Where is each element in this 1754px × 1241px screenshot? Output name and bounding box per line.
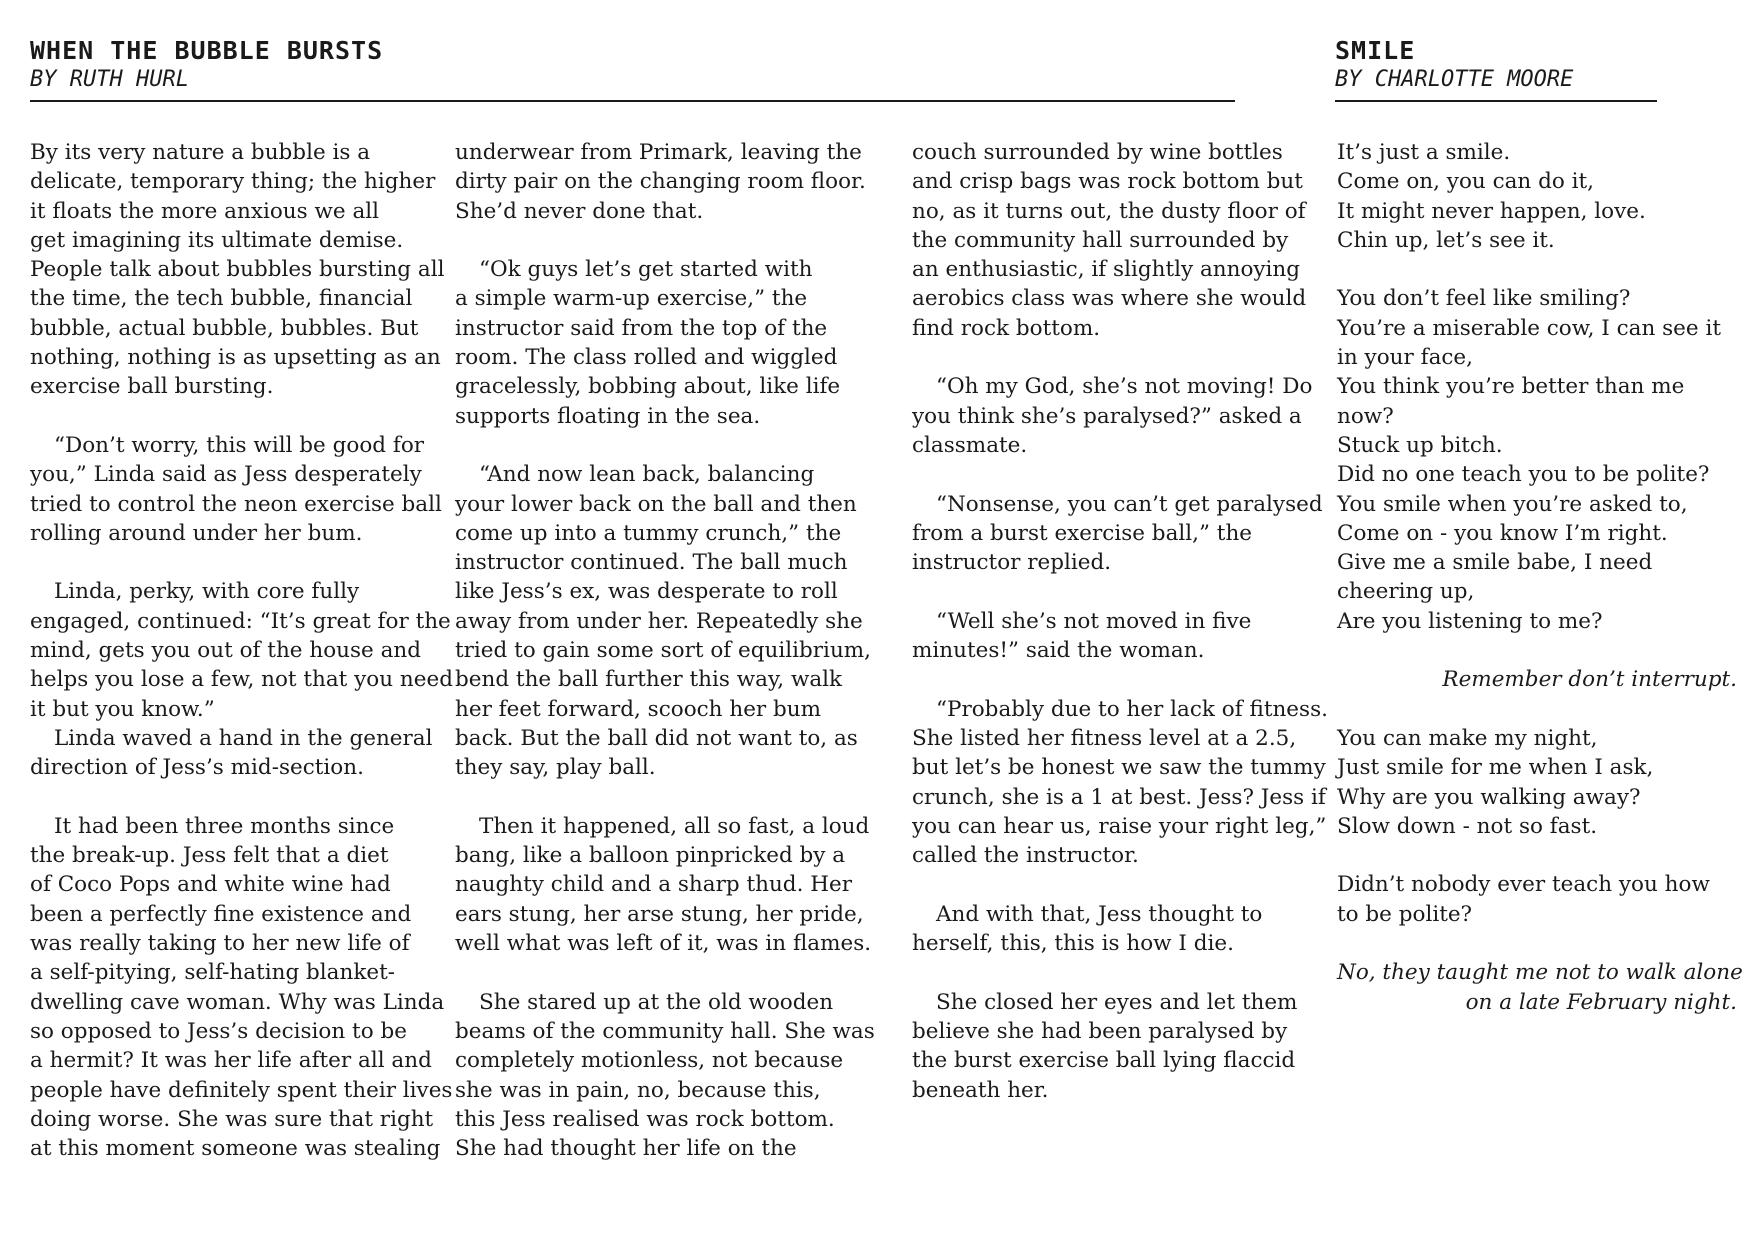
story-text-line: believe she had been paralysed by <box>912 1018 1288 1044</box>
story-text-line: beneath her. <box>912 1077 1049 1103</box>
story-text-line: of Coco Pops and white wine had <box>30 872 391 898</box>
story-text-line: engaged, continued: “It’s great for the <box>30 608 451 634</box>
poem-line: Didn’t nobody ever teach you how <box>1337 872 1710 898</box>
story-text-line: dwelling cave woman. Why was Linda <box>30 989 445 1015</box>
story-text-line: it but you know.” <box>30 696 215 722</box>
story-byline: BY RUTH HURL <box>30 67 189 92</box>
stanza-gap <box>912 870 1302 899</box>
story-text-line: “Probably due to her lack of fitness. <box>936 696 1328 722</box>
poem-line: You can make my night, <box>1337 725 1598 751</box>
story-text-line: helps you lose a few, not that you need <box>30 667 453 693</box>
stanza-gap <box>30 548 430 577</box>
story-text-line: She stared up at the old wooden <box>479 989 834 1015</box>
story-column-1 <box>30 138 453 1163</box>
story-text-line: the burst exercise ball lying flaccid <box>912 1048 1296 1074</box>
story-text-line: Then it happened, all so fast, a loud <box>479 813 870 839</box>
stanza-gap <box>912 343 1302 372</box>
story-text-line: beams of the community hall. She was <box>455 1018 875 1044</box>
story-text-line: She closed her eyes and let them <box>936 989 1298 1015</box>
story-text-line: direction of Jess’s mid-section. <box>30 755 364 781</box>
story-text-line: room. The class rolled and wiggled <box>455 345 838 371</box>
story-text-line: they say, play ball. <box>455 755 656 781</box>
story-text-line: and crisp bags was rock bottom but <box>912 169 1303 195</box>
story-text-line: dirty pair on the changing room floor. <box>455 169 866 195</box>
stanza-gap <box>455 958 865 987</box>
poem-title: SMILE <box>1335 36 1416 65</box>
stanza-gap <box>30 402 430 431</box>
story-text-line: herself, this, this is how I die. <box>912 931 1234 957</box>
story-text-line: was really taking to her new life of <box>30 931 410 957</box>
story-text-line: Linda, perky, with core fully <box>54 579 360 605</box>
story-text-line: “Well she’s not moved in five <box>936 608 1252 634</box>
story-text-line: classmate. <box>912 432 1028 458</box>
stanza-gap <box>455 783 865 812</box>
story-text-line: the break-up. Jess felt that a diet <box>30 843 389 869</box>
poem-line: You’re a miserable cow, I can see it <box>1337 315 1721 341</box>
story-header-rule <box>30 100 1235 102</box>
stanza-gap <box>912 665 1302 694</box>
story-text-line: “Don’t worry, this will be good for <box>54 432 425 458</box>
stanza-gap <box>1337 255 1737 284</box>
story-text-line: supports floating in the sea. <box>455 403 761 429</box>
story-text-line: a simple warm-up exercise,” the <box>455 286 808 312</box>
story-text-line: gracelessly, bobbing about, like life <box>455 374 841 400</box>
poem-line: Give me a smile babe, I need <box>1337 550 1653 576</box>
story-text-line: this Jess realised was rock bottom. <box>455 1106 835 1132</box>
story-text-line: people have definitely spent their lives <box>30 1077 453 1103</box>
poem-line: to be polite? <box>1337 901 1473 927</box>
story-text-line: tried to control the neon exercise ball <box>30 491 442 517</box>
poem-header-rule <box>1335 100 1657 102</box>
poem-byline: BY CHARLOTTE MOORE <box>1335 67 1574 92</box>
poem-line: It’s just a smile. <box>1337 140 1511 165</box>
story-text-line: aerobics class was where she would <box>912 286 1307 312</box>
poem-line: It might never happen, love. <box>1337 198 1646 224</box>
story-text-line: It had been three months since <box>54 813 395 839</box>
story-text-line: She had thought her life on the <box>455 1136 797 1162</box>
story-text-line: Linda waved a hand in the general <box>54 725 433 751</box>
story-text-line: underwear from Primark, leaving the <box>455 140 862 165</box>
story-text-line: your lower back on the ball and then <box>455 491 857 517</box>
story-text-line: completely motionless, not because <box>455 1048 844 1074</box>
story-text-line: couch surrounded by wine bottles <box>912 140 1283 165</box>
stanza-gap <box>455 431 865 460</box>
story-text-line: bend the ball further this way, walk <box>455 667 843 693</box>
story-text-line: “Ok guys let’s get started with <box>479 257 813 283</box>
story-column-3 <box>912 138 1328 1105</box>
poem-line: Why are you walking away? <box>1337 784 1641 810</box>
story-text-line: but let’s be honest we saw the tummy <box>912 755 1326 781</box>
poem-line: You smile when you’re asked to, <box>1337 491 1688 517</box>
story-text-line: minutes!” said the woman. <box>912 638 1205 664</box>
story-text-line: the community hall surrounded by <box>912 227 1289 253</box>
poem-line: Come on, you can do it, <box>1337 169 1595 195</box>
stanza-gap <box>1337 636 1737 665</box>
story-text-line: get imagining its ultimate demise. <box>30 227 404 253</box>
poem-column <box>1337 138 1743 1017</box>
story-text-line: And with that, Jess thought to <box>936 901 1263 927</box>
story-text-line: you think she’s paralysed?” asked a <box>912 403 1302 429</box>
story-text-line: from a burst exercise ball,” the <box>912 520 1253 546</box>
story-text-line: you can hear us, raise your right leg,” <box>912 813 1327 839</box>
story-text-line: By its very nature a bubble is a <box>30 140 371 165</box>
poem-line: Just smile for me when I ask, <box>1337 755 1654 781</box>
stanza-gap <box>30 783 430 812</box>
poem-line: Did no one teach you to be polite? <box>1337 462 1710 488</box>
story-column-2 <box>455 138 875 1163</box>
story-text-line: a self-pitying, self-hating blanket- <box>30 960 395 986</box>
story-text-line: bubble, actual bubble, bubbles. But <box>30 315 419 341</box>
story-text-line: exercise ball bursting. <box>30 374 274 400</box>
poem-line: You think you’re better than me <box>1337 374 1685 400</box>
story-text-line: “And now lean back, balancing <box>479 462 815 488</box>
story-text-line: her feet forward, scooch her bum <box>455 696 822 722</box>
story-text-line: well what was left of it, was in flames. <box>455 931 872 957</box>
story-text-line: so opposed to Jess’s decision to be <box>30 1018 407 1044</box>
story-title: WHEN THE BUBBLE BURSTS <box>30 36 384 65</box>
story-text-line: been a perfectly fine existence and <box>30 901 412 927</box>
story-text-line: naughty child and a sharp thud. Her <box>455 872 852 898</box>
stanza-gap <box>1337 929 1737 958</box>
story-text-line: She’d never done that. <box>455 198 704 224</box>
story-text-line: bang, like a balloon pinpricked by a <box>455 843 846 869</box>
story-text-line: like Jess’s ex, was desperate to roll <box>455 579 838 605</box>
stanza-gap <box>912 577 1302 606</box>
story-text-line: she was in pain, no, because this, <box>455 1077 821 1103</box>
poem-header <box>1335 36 1657 102</box>
story-text-line: instructor continued. The ball much <box>455 550 848 576</box>
stanza-gap <box>1337 695 1737 724</box>
story-text-line: “Oh my God, she’s not moving! Do <box>936 374 1313 400</box>
story-text-line: nothing, nothing is as upsetting as an <box>30 345 441 371</box>
story-text-line: doing worse. She was sure that right <box>30 1106 434 1132</box>
poem-line: No, they taught me not to walk alone <box>1337 960 1743 986</box>
story-text-line: tried to gain some sort of equilibrium, <box>455 638 872 664</box>
stanza-gap <box>1337 841 1737 870</box>
story-text-line: a hermit? It was her life after all and <box>30 1048 432 1074</box>
story-header <box>30 36 1235 102</box>
poem-line: Come on - you know I’m right. <box>1337 520 1668 546</box>
story-text-line: you,” Linda said as Jess desperately <box>30 462 422 488</box>
poem-line: Stuck up bitch. <box>1337 432 1503 458</box>
stanza-gap <box>912 460 1302 489</box>
story-text-line: it floats the more anxious we all <box>30 198 380 224</box>
poem-line: Slow down - not so fast. <box>1337 813 1598 839</box>
story-text-line: “Nonsense, you can’t get paralysed <box>936 491 1323 517</box>
story-text-line: an enthusiastic, if slightly annoying <box>912 257 1301 283</box>
poem-line: You don’t feel like smiling? <box>1337 286 1631 312</box>
story-text-line: People talk about bubbles bursting all <box>30 257 445 283</box>
poem-line: in your face, <box>1337 345 1473 371</box>
story-text-line: away from under her. Repeatedly she <box>455 608 863 634</box>
story-text-line: instructor replied. <box>912 550 1112 576</box>
story-text-line: the time, the tech bubble, financial <box>30 286 413 312</box>
story-text-line: ears stung, her arse stung, her pride, <box>455 901 864 927</box>
story-text-line: come up into a tummy crunch,” the <box>455 520 842 546</box>
story-text-line: delicate, temporary thing; the higher <box>30 169 436 195</box>
poem-line: Remember don’t interrupt. <box>1442 667 1737 693</box>
story-text-line: find rock bottom. <box>912 315 1101 341</box>
stanza-gap <box>912 958 1302 987</box>
poem-line: cheering up, <box>1337 579 1475 605</box>
story-text-line: back. But the ball did not want to, as <box>455 725 858 751</box>
poem-line: Chin up, let’s see it. <box>1337 227 1555 253</box>
poem-line: now? <box>1337 403 1394 429</box>
story-text-line: rolling around under her bum. <box>30 520 363 546</box>
story-text-line: called the instructor. <box>912 843 1139 869</box>
story-text-line: at this moment someone was stealing <box>30 1136 441 1162</box>
story-text-line: crunch, she is a 1 at best. Jess? Jess if <box>912 784 1326 810</box>
stanza-gap <box>455 226 865 255</box>
story-text-line: mind, gets you out of the house and <box>30 638 422 664</box>
story-text-line: instructor said from the top of the <box>455 315 828 341</box>
story-text-line: no, as it turns out, the dusty floor of <box>912 198 1306 224</box>
poem-line: on a late February night. <box>1465 989 1737 1015</box>
poem-line: Are you listening to me? <box>1337 608 1603 634</box>
story-text-line: She listed her fitness level at a 2.5, <box>912 725 1297 751</box>
